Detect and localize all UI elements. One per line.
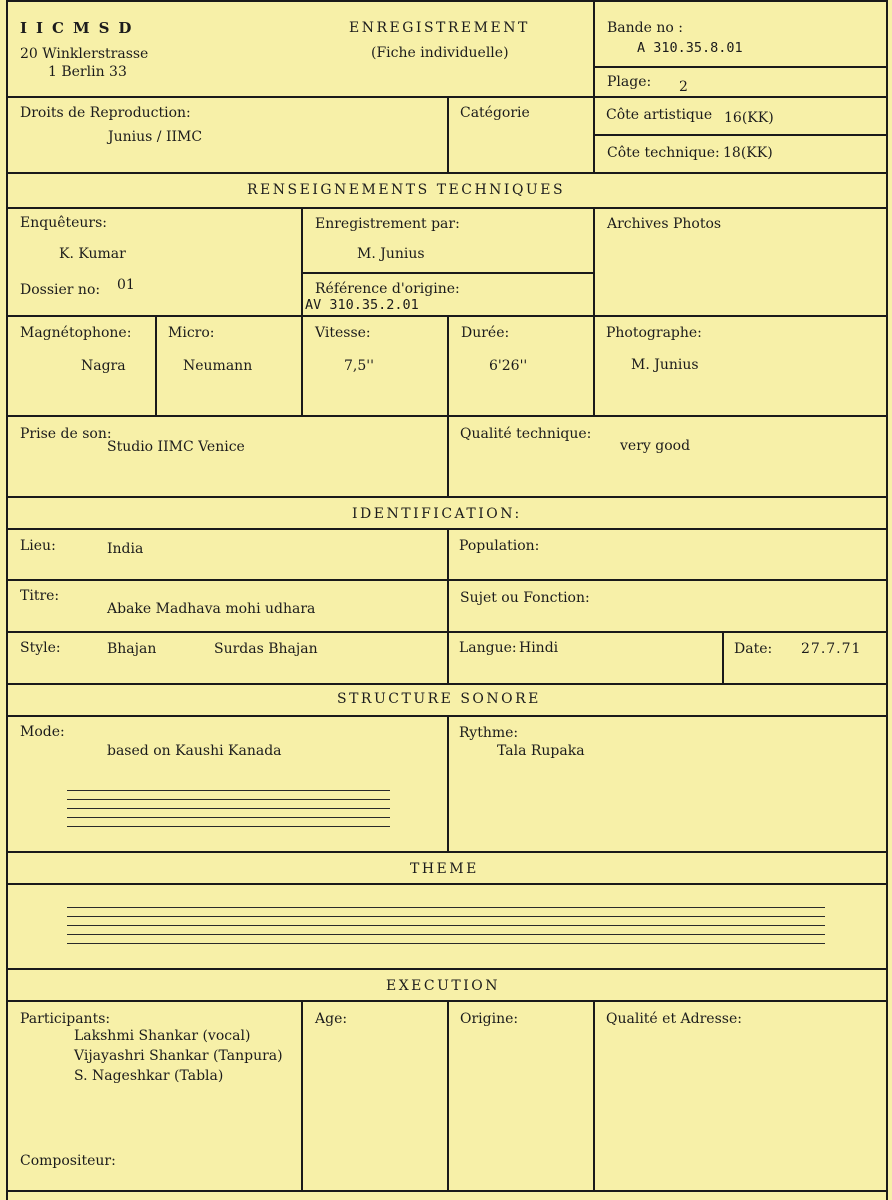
droits-label: Droits de Reproduction: (20, 105, 191, 121)
rythme-value: Tala Rupaka (497, 743, 585, 759)
archives-photos-label: Archives Photos (607, 216, 722, 232)
form-title: ENREGISTREMENT (349, 20, 530, 36)
participant-3: S. Nageshkar (Tabla) (74, 1068, 224, 1084)
prise-de-son-value: Studio IIMC Venice (107, 439, 245, 455)
plage-label: Plage: (607, 74, 652, 90)
enqueteurs-value: K. Kumar (59, 246, 126, 262)
photographe-value: M. Junius (631, 357, 699, 373)
age-label: Age: (315, 1011, 348, 1027)
rythme-label: Rythme: (459, 725, 519, 741)
cote-technique-label: Côte technique: (607, 145, 720, 161)
reference-label: Référence d'origine: (315, 281, 460, 297)
section-title-execution: EXECUTION (386, 978, 501, 994)
prise-de-son-label: Prise de son: (20, 426, 112, 442)
participants-label: Participants: (20, 1011, 111, 1027)
magnetophone-value: Nagra (81, 358, 126, 374)
sujet-fonction-label: Sujet ou Fonction: (460, 590, 590, 606)
enqueteurs-label: Enquêteurs: (20, 215, 108, 231)
titre-label: Titre: (20, 588, 60, 604)
org-logo-text: IICMSD (20, 19, 141, 37)
participant-2: Vijayashri Shankar (Tanpura) (74, 1048, 283, 1064)
style-value-2: Surdas Bhajan (214, 641, 318, 657)
micro-label: Micro: (168, 325, 215, 341)
lieu-label: Lieu: (20, 538, 56, 554)
categorie-label: Catégorie (460, 105, 530, 121)
langue-label: Langue: (459, 640, 517, 656)
date-value: 27.7.71 (801, 641, 862, 657)
vitesse-value: 7,5'' (344, 358, 374, 374)
mode-label: Mode: (20, 724, 65, 740)
enregistrement-par-label: Enregistrement par: (315, 216, 460, 232)
lieu-value: India (107, 541, 144, 557)
vitesse-label: Vitesse: (315, 325, 371, 341)
origine-label: Origine: (460, 1011, 519, 1027)
duree-label: Durée: (461, 325, 510, 341)
magnetophone-label: Magnétophone: (20, 325, 132, 341)
dossier-value: 01 (117, 277, 135, 293)
micro-value: Neumann (183, 358, 253, 374)
bande-value: A 310.35.8.01 (637, 40, 743, 56)
cote-technique-value: 18(KK) (723, 145, 773, 161)
dossier-label: Dossier no: (20, 282, 101, 298)
duree-value: 6'26'' (489, 358, 528, 374)
cote-artistique-value: 16(KK) (724, 110, 774, 126)
cote-artistique-label: Côte artistique (606, 107, 713, 123)
qualite-adresse-label: Qualité et Adresse: (606, 1011, 742, 1027)
address-line-1: 20 Winklerstrasse (20, 46, 149, 62)
langue-value: Hindi (519, 640, 559, 656)
enregistrement-par-value: M. Junius (357, 246, 425, 262)
population-label: Population: (459, 538, 540, 554)
qualite-technique-value: very good (620, 438, 691, 454)
compositeur-label: Compositeur: (20, 1153, 116, 1169)
qualite-technique-label: Qualité technique: (460, 426, 592, 442)
droits-value: Junius / IIMC (108, 129, 203, 145)
mode-value: based on Kaushi Kanada (107, 743, 282, 759)
reference-value: AV 310.35.2.01 (305, 297, 419, 313)
plage-value: 2 (679, 79, 688, 95)
date-label: Date: (734, 641, 773, 657)
titre-value: Abake Madhava mohi udhara (107, 601, 316, 617)
section-title-technical: RENSEIGNEMENTS TECHNIQUES (247, 182, 566, 198)
style-label: Style: (20, 640, 61, 656)
style-value-1: Bhajan (107, 641, 157, 657)
form-subtitle: (Fiche individuelle) (371, 45, 509, 61)
section-title-identification: IDENTIFICATION: (352, 506, 522, 522)
bande-label: Bande no : (607, 20, 683, 36)
section-title-theme: THEME (410, 861, 479, 877)
section-title-structure: STRUCTURE SONORE (337, 691, 541, 707)
photographe-label: Photographe: (606, 325, 702, 341)
address-line-2: 1 Berlin 33 (48, 64, 127, 80)
participant-1: Lakshmi Shankar (vocal) (74, 1028, 251, 1044)
